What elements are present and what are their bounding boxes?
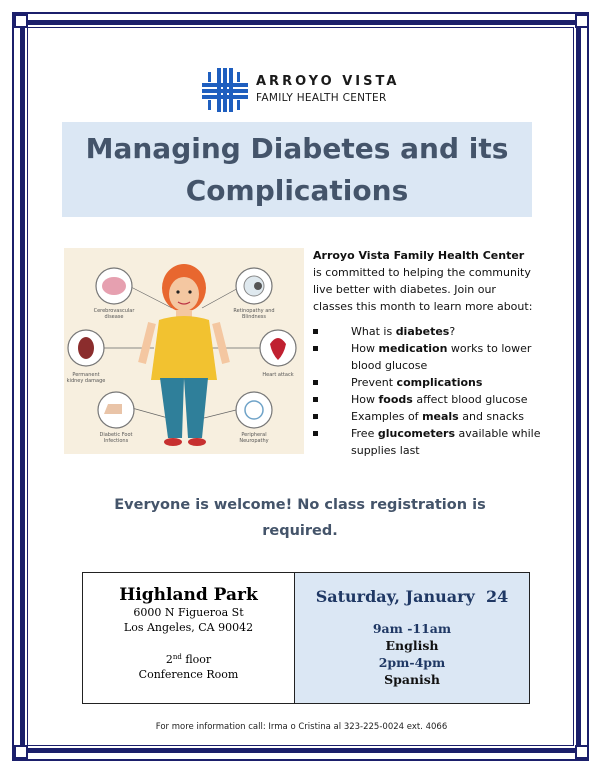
- bullet-icon: [313, 380, 318, 385]
- class-language-1: English: [385, 638, 439, 653]
- border-corner: [575, 745, 589, 759]
- list-item: Examples of meals and snacks: [313, 408, 543, 425]
- bullet-icon: [313, 431, 318, 436]
- list-item: Prevent complications: [313, 374, 543, 391]
- illustration-label: Heart attack: [262, 372, 294, 378]
- org-logo: [200, 68, 410, 112]
- class-time-1: 9am -11am: [372, 621, 452, 636]
- location-street: 6000 N Figueroa St: [133, 606, 244, 619]
- illustration-label: Permanent kidney damage: [66, 372, 106, 384]
- border-corner: [14, 745, 28, 759]
- illustration-label: Peripheral Neuropathy: [239, 432, 269, 444]
- class-time-2: 2pm-4pm: [378, 655, 446, 670]
- illustration-label: Cerebrovascular disease: [93, 308, 135, 320]
- location-floor: 2nd floor: [165, 653, 212, 666]
- location-room: Conference Room: [138, 668, 239, 681]
- org-subname: FAMILY HEALTH CENTER: [256, 92, 387, 104]
- illustration-label: Retinopathy and Blindness: [233, 308, 275, 320]
- location-city: Los Angeles, CA 90042: [123, 621, 254, 634]
- woman-figure-icon: [64, 248, 304, 454]
- diabetes-complications-illustration: [64, 248, 304, 454]
- bullet-icon: [313, 346, 318, 351]
- illustration-label: Diabetic Foot Infections: [99, 432, 133, 444]
- page-title: Managing Diabetes and its Complications: [85, 132, 509, 207]
- org-name: ARROYO VISTA: [256, 74, 400, 89]
- bullet-icon: [313, 414, 318, 419]
- bullet-icon: [313, 329, 318, 334]
- org-name-bold: Arroyo Vista Family Health Center: [313, 249, 525, 262]
- schedule-cell: [295, 573, 529, 703]
- bullet-icon: [313, 397, 318, 402]
- class-info-table: [82, 572, 530, 704]
- border-corner: [14, 14, 28, 28]
- topic-list: [313, 323, 543, 459]
- intro-text: is committed to helping the community live better with diabetes. Join our classes this month to learn more about:: [313, 266, 533, 313]
- list-item: How medication works to lower blood glucose: [313, 340, 543, 374]
- class-date: Saturday, January 24: [315, 587, 509, 606]
- contact-footer: For more information call: Irma o Cristina al 323-225-0024 ext. 4066: [155, 722, 448, 732]
- list-item: What is diabetes?: [313, 323, 543, 340]
- intro-paragraph: [313, 247, 535, 315]
- cross-logo-icon: [200, 68, 248, 112]
- list-item: Free glucometers available while supplies last: [313, 425, 543, 459]
- welcome-message: Everyone is welcome! No class registration is required.: [114, 497, 486, 539]
- class-language-2: Spanish: [384, 672, 440, 687]
- location-cell: [83, 573, 295, 703]
- border-corner: [575, 14, 589, 28]
- list-item: How foods affect blood glucose: [313, 391, 543, 408]
- location-name: Highland Park: [119, 585, 258, 605]
- title-banner: [62, 122, 532, 217]
